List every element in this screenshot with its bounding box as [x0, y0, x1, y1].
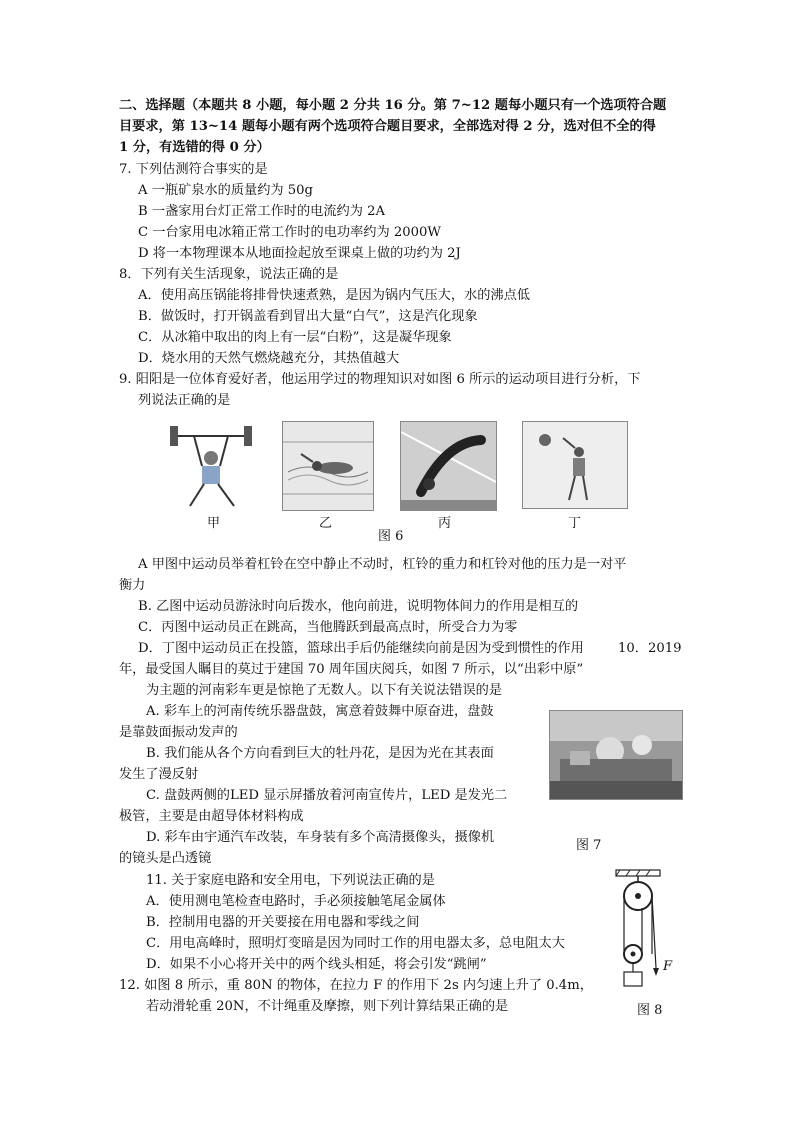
q10-option-d-line-2: 的镜头是凸透镜	[119, 851, 212, 866]
q7-option-d: D 将一本物理课本从地面捡起放至课桌上做的功约为 2J	[138, 246, 461, 261]
q11-option-c: C．用电高峰时，照明灯变暗是因为同时工作的用电器太多，总电阻太大	[146, 936, 565, 951]
q10-option-c-line-2: 极管，主要是由超导体材料构成	[119, 809, 304, 824]
q7-stem: 7. 下列估测符合事实的是	[119, 162, 268, 177]
swimmer-image	[282, 421, 374, 511]
q10-option-c-line-1: C. 盘鼓两侧的LED 显示屏播放着河南宣传片，LED 是发光二	[146, 788, 508, 803]
q9-option-d: D．丁图中运动员正在投篮，篮球出手后仍能继续向前是因为受到惯性的作用	[138, 641, 584, 656]
q11-option-a: A．使用测电笔检查电路时，手必须接触笔尾金属体	[146, 894, 446, 909]
section-header-line-3: 1 分，有选错的得 0 分）	[119, 140, 270, 155]
q9-option-a-line-2: 衡力	[119, 578, 146, 593]
q11-option-d: D．如果不小心将开关中的两个线头相延，将会引发“跳闸”	[146, 957, 487, 972]
q9-stem-line-2: 列说法正确的是	[138, 393, 231, 408]
section-header-line-2: 目要求，第 13~14 题每小题有两个选项符合题目要求，全部选对得 2 分，选对但不全的得	[119, 119, 656, 134]
q9-stem-line-1: 9. 阳阳是一位体育爱好者，他运用学过的物理知识对如图 6 所示的运动项目进行分析，下	[119, 372, 641, 387]
q10-option-b-line-2: 发生了漫反射	[119, 767, 199, 782]
basketball-shot-image	[522, 421, 628, 509]
q11-option-b: B．控制用电器的开关要接在用电器和零线之间	[146, 915, 420, 930]
q7-option-a: A 一瓶矿泉水的质量约为 50g	[138, 183, 314, 198]
force-label: F	[663, 959, 673, 974]
q10-stem-line-3: 为主题的河南彩车更是惊艳了无数人。以下有关说法错误的是	[146, 683, 503, 698]
figure-6-label-yi: 乙	[319, 516, 333, 531]
q7-option-b: B 一盏家用台灯正常工作时的电流约为 2A	[138, 204, 385, 219]
q9-option-c: C．丙图中运动员正在跳高，当他腾跃到最高点时，所受合力为零	[138, 620, 518, 635]
parade-float-photo	[549, 710, 683, 800]
q7-option-c: C 一台家用电冰箱正常工作时的电功率约为 2000W	[138, 225, 441, 240]
q11-stem: 11. 关于家庭电路和安全用电，下列说法正确的是	[146, 873, 435, 888]
figure-6-label-jia: 甲	[207, 516, 221, 531]
q10-option-d-line-1: D. 彩车由宇通汽车改装，车身装有多个高清摄像头，摄像机	[146, 830, 495, 845]
q8-option-b: B．做饭时，打开锅盖看到冒出大量“白气”，这是汽化现象	[138, 309, 478, 324]
q8-stem: 8．下列有关生活现象，说法正确的是	[119, 267, 339, 282]
q8-option-c: C．从冰箱中取出的肉上有一层“白粉”，这是凝华现象	[138, 330, 452, 345]
weightlifter-image	[168, 420, 254, 510]
figure-6-label-ding: 丁	[568, 516, 582, 531]
q8-option-d: D．烧水用的天然气燃烧越充分，其热值越大	[138, 351, 400, 366]
section-header-line-1: 二、选择题（本题共 8 小题，每小题 2 分共 16 分。第 7~12 题每小题只有一个选项符合题	[119, 98, 667, 113]
figure-6-label-bing: 丙	[438, 516, 452, 531]
q10-option-b-line-1: B. 我们能从各个方向看到巨大的牡丹花，是因为光在其表面	[146, 746, 494, 761]
figure-8-caption: 图 8	[637, 1003, 663, 1018]
figure-7-caption: 图 7	[576, 838, 602, 853]
q12-stem-line-2: 若动滑轮重 20N，不计绳重及摩擦，则下列计算结果正确的是	[146, 999, 509, 1014]
pulley-diagram	[612, 868, 674, 1000]
figure-6-caption: 图 6	[378, 529, 404, 544]
q10-stem-line-2: 年，最受国人瞩目的莫过于建国 70 周年国庆阅兵，如图 7 所示，以“出彩中原”	[119, 662, 584, 677]
q10-stem-number: 10．2019	[618, 641, 682, 656]
q10-option-a-line-2: 是靠鼓面振动发声的	[119, 725, 238, 740]
q10-option-a-line-1: A. 彩车上的河南传统乐器盘鼓，寓意着鼓舞中原奋进，盘鼓	[146, 704, 494, 719]
q8-option-a: A．使用高压锅能将排骨快速煮熟，是因为锅内气压大，水的沸点低	[138, 288, 530, 303]
q9-option-b: B. 乙图中运动员游泳时向后拨水，他向前进，说明物体间力的作用是相互的	[138, 599, 579, 614]
q9-option-a-line-1: A 甲图中运动员举着杠铃在空中静止不动时，杠铃的重力和杠铃对他的压力是一对平	[138, 557, 627, 572]
q12-stem-line-1: 12. 如图 8 所示，重 80N 的物体，在拉力 F 的作用下 2s 内匀速上升了 0.4m，	[119, 978, 593, 993]
high-jump-image	[400, 421, 497, 511]
